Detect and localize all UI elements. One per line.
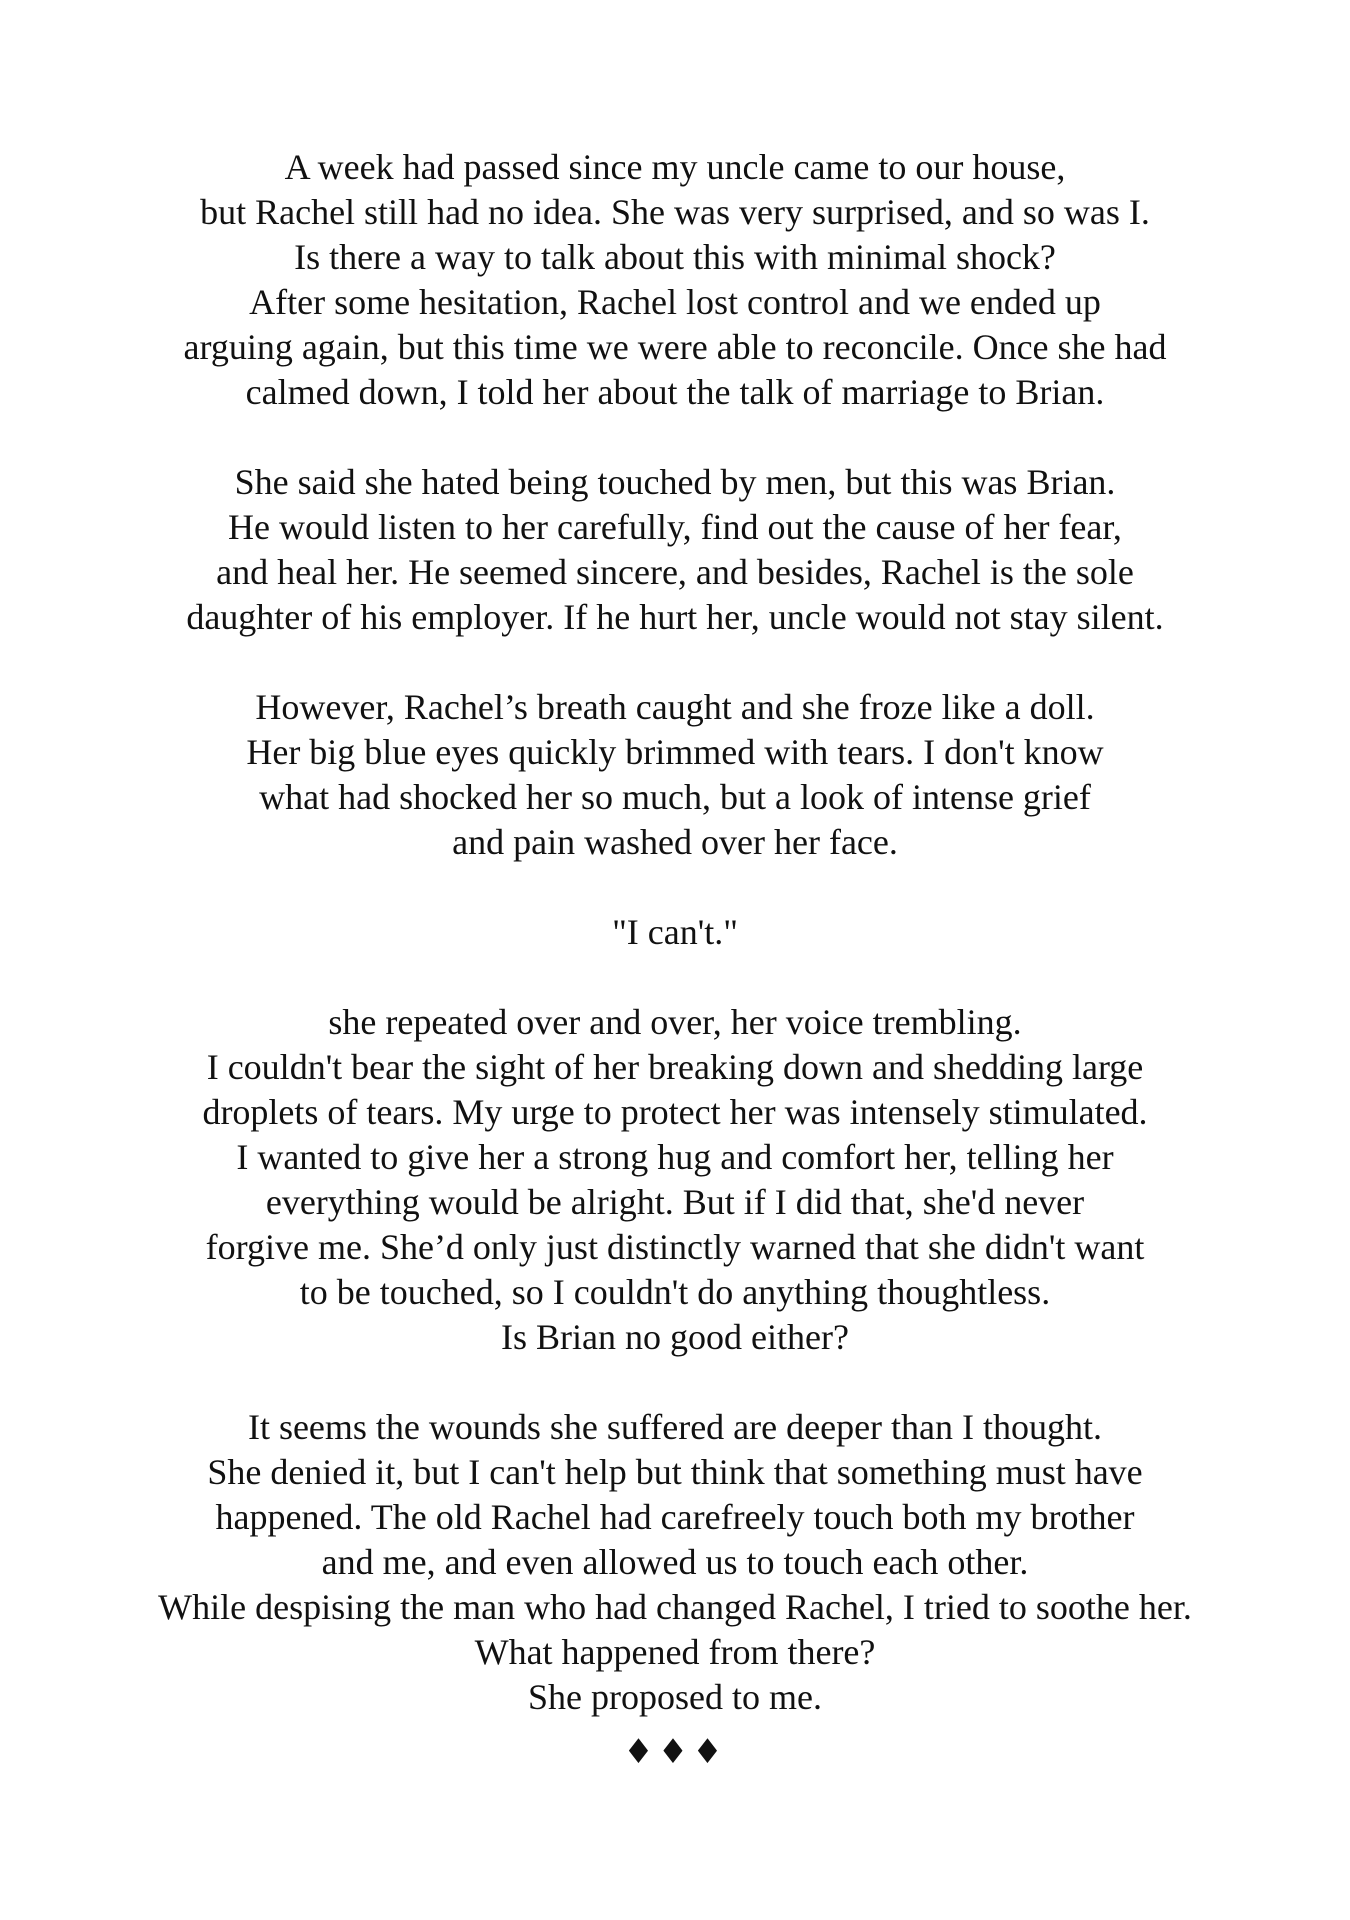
text-line: everything would be alright. But if I did that, she'd never: [265, 1182, 1085, 1222]
text-line: and pain washed over her face.: [452, 822, 898, 862]
text-line: However, Rachel’s breath caught and she froze like a doll.: [255, 687, 1095, 727]
text-line: Her big blue eyes quickly brimmed with tears. I don't know: [246, 732, 1104, 772]
text-line: daughter of his employer. If he hurt her, uncle would not stay silent.: [186, 597, 1164, 637]
text-line: While despising the man who had changed Rachel, I tried to soothe her.: [158, 1587, 1192, 1627]
text-line: He would listen to her carefully, find out the cause of her fear,: [228, 507, 1122, 547]
text-line: droplets of tears. My urge to protect her was intensely stimulated.: [202, 1092, 1148, 1132]
paragraph-2: [0, 460, 1350, 640]
text-line: It seems the wounds she suffered are deeper than I thought.: [247, 1407, 1103, 1447]
text-line: After some hesitation, Rachel lost control and we ended up: [249, 282, 1101, 322]
text-line: What happened from there?: [474, 1632, 876, 1672]
text-line: forgive me. She’d only just distinctly warned that she didn't want: [205, 1227, 1145, 1267]
text-line: I couldn't bear the sight of her breaking down and shedding large: [206, 1047, 1144, 1087]
text-line: what had shocked her so much, but a look of intense grief: [259, 777, 1091, 817]
text-line: She denied it, but I can't help but think that something must have: [207, 1452, 1143, 1492]
paragraph-6: [0, 1405, 1350, 1720]
text-line: Is Brian no good either?: [501, 1317, 849, 1357]
paragraph-1: [0, 145, 1350, 415]
text-line: arguing again, but this time we were able to reconcile. Once she had: [183, 327, 1167, 367]
text-line: Is there a way to talk about this with minimal shock?: [294, 237, 1056, 277]
document-page: [0, 145, 1350, 1775]
text-line: calmed down, I told her about the talk of marriage to Brian.: [245, 372, 1105, 412]
dialogue-paragraph: [0, 910, 1350, 955]
text-line: A week had passed since my uncle came to our house,: [284, 147, 1066, 187]
text-line: but Rachel still had no idea. She was very surprised, and so was I.: [200, 192, 1150, 232]
text-line: I wanted to give her a strong hug and comfort her, telling her: [236, 1137, 1114, 1177]
text-line: She proposed to me.: [528, 1677, 822, 1717]
paragraph-5: [0, 1000, 1350, 1360]
text-line: and me, and even allowed us to touch each other.: [321, 1542, 1029, 1582]
text-line: She said she hated being touched by men, but this was Brian.: [234, 462, 1116, 502]
text-line: and heal her. He seemed sincere, and besides, Rachel is the sole: [216, 552, 1134, 592]
text-line: she repeated over and over, her voice trembling.: [328, 1002, 1022, 1042]
text-line: to be touched, so I couldn't do anything thoughtless.: [299, 1272, 1051, 1312]
section-break-diamonds-icon: ♦♦♦: [623, 1732, 727, 1772]
text-line: happened. The old Rachel had carefreely touch both my brother: [215, 1497, 1135, 1537]
dialogue-line: "I can't.": [612, 912, 738, 952]
paragraph-3: [0, 685, 1350, 865]
